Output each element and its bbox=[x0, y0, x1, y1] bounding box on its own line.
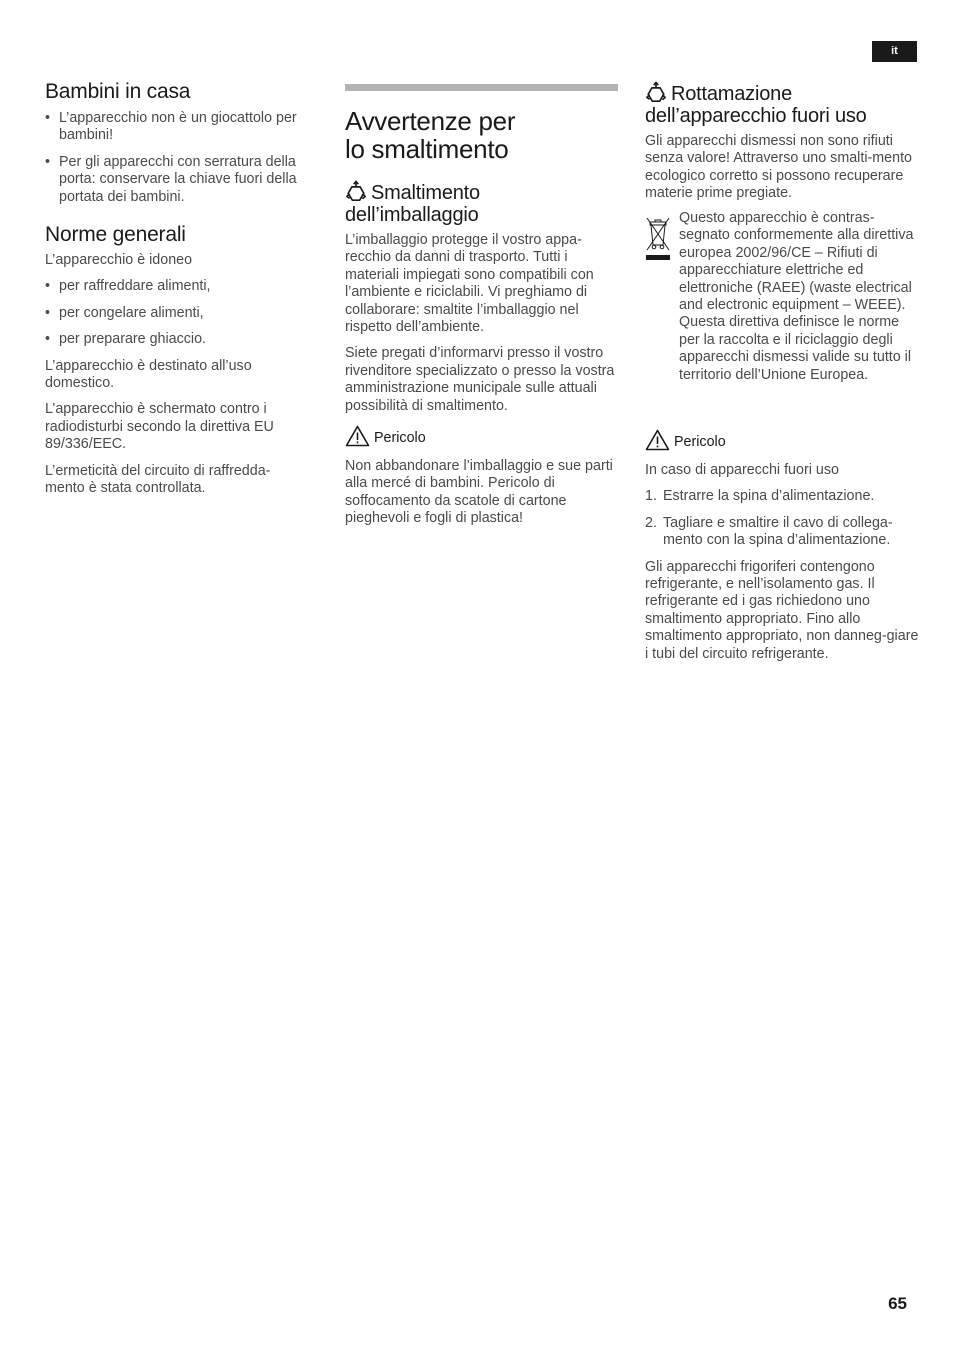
warning-intro: In caso di apparecchi fuori uso bbox=[645, 462, 839, 478]
heading-imballaggio bbox=[345, 180, 620, 226]
warning-text: Non abbandonare l’imballaggio e sue parti alla mercé di bambini. Pericolo di soffocamento da scatole di cartone pieghevoli e fogli di plastica! bbox=[345, 458, 613, 527]
warning-heading bbox=[345, 425, 620, 447]
heading-bambini: Bambini in casa bbox=[45, 80, 191, 103]
step-text: Estrarre la spina d’alimentazione. bbox=[663, 488, 875, 505]
step-number: 2. bbox=[645, 514, 657, 531]
list-item bbox=[645, 515, 920, 550]
list-item: • L’apparecchio non è un giocattolo per bambini! bbox=[45, 110, 300, 145]
page-number: 65 bbox=[888, 1294, 907, 1313]
rottamazione-intro: Gli apparecchi dismessi non sono rifiuti senza valore! Attraverso uno smalti-mento ecologico corretto si possono recuperare materie prime pregiate. bbox=[645, 133, 912, 202]
crossed-out-bin-icon bbox=[645, 210, 671, 384]
heading-norme: Norme generali bbox=[45, 223, 186, 246]
title-line-1: Avvertenze per bbox=[345, 106, 516, 136]
warning-label: Pericolo bbox=[674, 434, 726, 450]
paragraph: L’imballaggio protegge il vostro appa-recchio da danni di trasporto. Tutti i materiali impiegati sono compatibili con l’ambiente e riciclabili. Vi preghiamo di collaborare: smaltite l’imballaggio nel rispetto dell’ambiente. bbox=[345, 232, 594, 336]
list-item bbox=[645, 488, 920, 505]
warning-triangle-icon bbox=[645, 429, 670, 451]
page-title bbox=[345, 107, 620, 163]
norme-intro: L’apparecchio è idoneo bbox=[45, 252, 193, 268]
norme-body bbox=[45, 252, 300, 497]
list-norme bbox=[45, 278, 300, 348]
recycle-icon bbox=[645, 81, 667, 103]
list-item: • per congelare alimenti, bbox=[45, 305, 300, 322]
heading-rottamazione bbox=[645, 81, 920, 127]
warning-label: Pericolo bbox=[374, 430, 426, 446]
weee-text: Questo apparecchio è contras-segnato conformemente alla direttiva europea 2002/96/CE – Rifiuti di apparecchiature elettriche ed elettroniche (RAEE) (waste electrical and electronic equipment – WEEE). Questa direttiva definisce le norme per la raccolta e il riciclaggio degli apparecchi dismessi valide su tutto il territorio dell’Unione Europea. bbox=[679, 210, 914, 383]
imballaggio-body bbox=[345, 232, 620, 415]
list-bambini bbox=[45, 110, 300, 206]
paragraph: Siete pregati d’informarvi presso il vostro rivenditore specializzato o presso la vostra amministrazione municipale sulle attuali possibilità di smaltimento. bbox=[345, 345, 615, 414]
language-tab: it bbox=[872, 41, 917, 62]
steps-list bbox=[645, 488, 920, 549]
list-item: • per raffreddare alimenti, bbox=[45, 278, 300, 295]
recycle-icon bbox=[345, 180, 367, 202]
warning-closing: Gli apparecchi frigoriferi contengono refrigerante, e nell’isolamento gas. Il refrigerante ed i gas richiedono uno smaltimento appropriato. Fino allo smaltimento appropriato, non danneg-giare i tubi del circuito refrigerante. bbox=[645, 558, 919, 662]
section-rule bbox=[345, 84, 618, 91]
step-text: Tagliare e smaltire il cavo di collega-mento con la spina d’alimentazione. bbox=[663, 514, 893, 549]
heading-imballaggio-line-2: dell’imballaggio bbox=[345, 204, 479, 226]
paragraph: L’ermeticità del circuito di raffredda-mento è stata controllata. bbox=[45, 462, 271, 497]
heading-rottamazione-line-1: Rottamazione bbox=[671, 83, 792, 105]
list-item: • per preparare ghiaccio. bbox=[45, 331, 300, 348]
warning-body bbox=[645, 462, 920, 663]
warning-heading bbox=[645, 429, 920, 451]
heading-imballaggio-line-1: Smaltimento bbox=[371, 182, 480, 204]
step-number: 1. bbox=[645, 488, 657, 505]
weee-block bbox=[645, 210, 920, 384]
warning-triangle-icon bbox=[345, 425, 370, 447]
heading-rottamazione-line-2: dell’apparecchio fuori uso bbox=[645, 105, 867, 127]
title-line-2: lo smaltimento bbox=[345, 134, 509, 164]
list-item: • Per gli apparecchi con serratura della porta: conservare la chiave fuori della portata dei bambini. bbox=[45, 154, 300, 206]
paragraph: L’apparecchio è schermato contro i radiodisturbi secondo la direttiva EU 89/336/EEC. bbox=[45, 401, 274, 453]
paragraph: L’apparecchio è destinato all’uso domestico. bbox=[45, 357, 252, 392]
